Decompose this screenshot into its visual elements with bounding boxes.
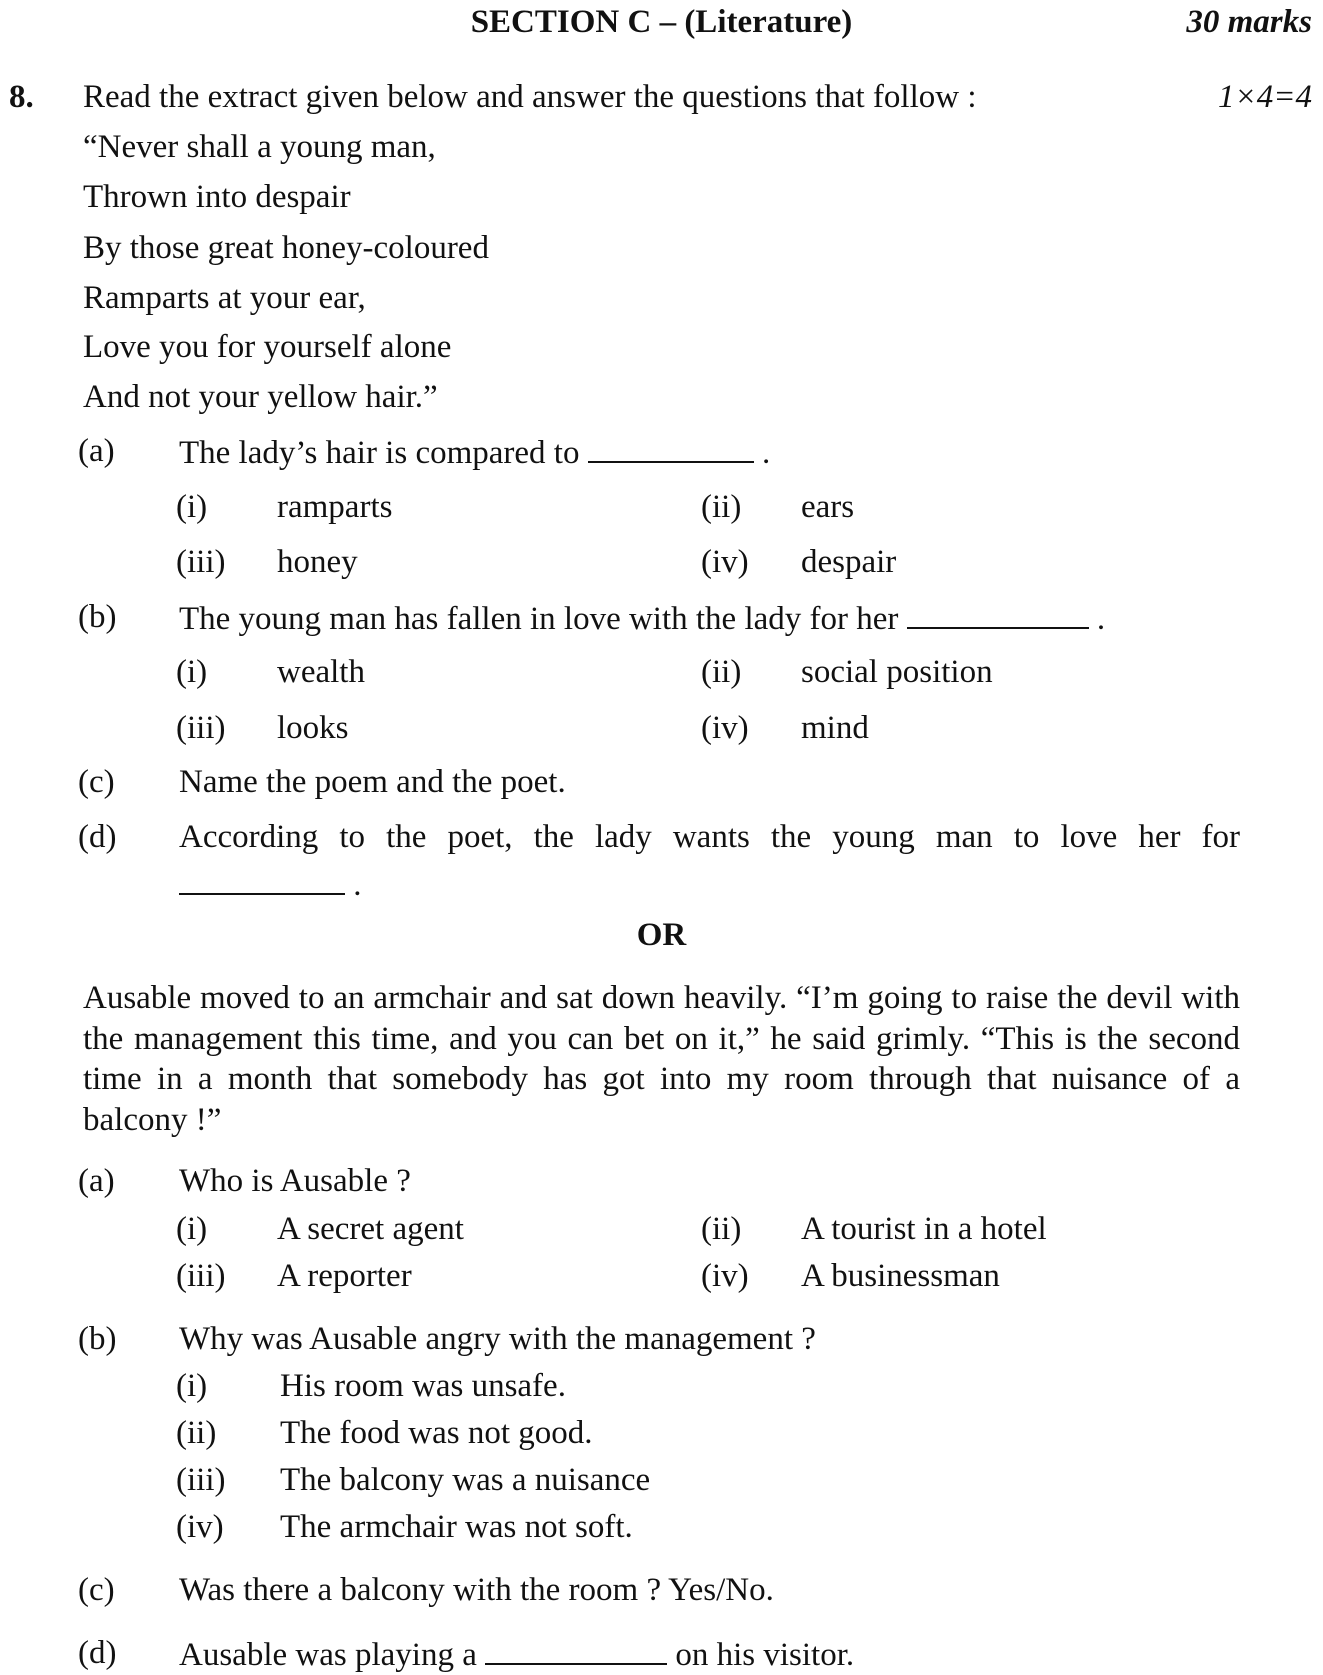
punctuation: . xyxy=(1096,601,1106,637)
sub-question-text: Who is Ausable ? xyxy=(179,1163,411,1199)
option-text: ears xyxy=(801,489,855,525)
option-text: despair xyxy=(801,544,897,580)
answer-blank-line xyxy=(179,863,362,905)
or-divider: OR xyxy=(636,917,687,953)
option-label: (iii) xyxy=(176,710,226,746)
option-text: A tourist in a hotel xyxy=(801,1211,1047,1247)
sub-question-label: (a) xyxy=(78,433,115,469)
punctuation: . xyxy=(761,435,771,471)
sub-question-label: (c) xyxy=(78,764,115,800)
sub-question-text: According to the poet, the lady wants the young man to love her for xyxy=(179,819,1240,855)
sub-question-label: (c) xyxy=(78,1572,115,1608)
option-text: A businessman xyxy=(801,1258,1000,1294)
option-text: ramparts xyxy=(277,489,393,525)
sub-question-text: Name the poem and the poet. xyxy=(179,764,566,800)
option-text: mind xyxy=(801,710,869,746)
answer-blank xyxy=(179,863,345,895)
sub-question-text xyxy=(179,431,770,473)
poem-line: And not your yellow hair.” xyxy=(83,379,438,415)
option-text: The balcony was a nuisance xyxy=(280,1462,651,1498)
option-label: (ii) xyxy=(701,1211,742,1247)
option-text: honey xyxy=(277,544,358,580)
option-text: looks xyxy=(277,710,349,746)
option-label: (iii) xyxy=(176,1462,226,1498)
option-label: (iv) xyxy=(176,1509,224,1545)
sub-question-label: (b) xyxy=(78,1321,117,1357)
option-label: (ii) xyxy=(701,489,742,525)
sub-question-text xyxy=(179,1633,854,1675)
answer-blank xyxy=(485,1633,667,1665)
punctuation: . xyxy=(353,867,362,903)
question-instruction: Read the extract given below and answer the questions that follow : xyxy=(83,79,977,115)
answer-blank xyxy=(907,597,1089,629)
option-label: (ii) xyxy=(176,1415,217,1451)
sub-question-label: (d) xyxy=(78,1635,117,1671)
sub-question-text: Why was Ausable angry with the management ? xyxy=(179,1321,816,1357)
sub-question-label: (d) xyxy=(78,819,117,855)
sub-question-text xyxy=(179,597,1105,639)
sub-question-label: (a) xyxy=(78,1163,115,1199)
poem-line: Thrown into despair xyxy=(83,179,351,215)
option-text: wealth xyxy=(277,654,365,690)
poem-line: By those great honey-coloured xyxy=(83,230,489,266)
option-label: (i) xyxy=(176,654,208,690)
option-text: The armchair was not soft. xyxy=(280,1509,633,1545)
option-text: social position xyxy=(801,654,993,690)
question-number: 8. xyxy=(9,79,34,115)
question-marks: 1×4=4 xyxy=(1217,79,1312,115)
option-label: (i) xyxy=(176,1211,208,1247)
option-label: (iv) xyxy=(701,710,749,746)
option-label: (ii) xyxy=(701,654,742,690)
option-label: (iv) xyxy=(701,544,749,580)
option-label: (i) xyxy=(176,1368,208,1404)
question-text: The young man has fallen in love with the lady for her xyxy=(179,601,899,637)
poem-line: Ramparts at your ear, xyxy=(83,280,366,316)
question-text: on his visitor. xyxy=(675,1637,855,1673)
option-text: His room was unsafe. xyxy=(280,1368,566,1404)
prose-extract: Ausable moved to an armchair and sat down heavily. “I’m going to raise the devil with the management this time, and you can bet on it,” he said grimly. “This is the second time in a month that somebody has got into my room through that nuisance of a balcony !” xyxy=(83,980,1240,1138)
option-label: (iv) xyxy=(701,1258,749,1294)
sub-question-label: (b) xyxy=(78,599,117,635)
question-text: The lady’s hair is compared to xyxy=(179,435,580,471)
section-marks: 30 marks xyxy=(1186,4,1312,40)
question-text: Ausable was playing a xyxy=(179,1637,477,1673)
poem-line: “Never shall a young man, xyxy=(83,129,436,165)
option-label: (iii) xyxy=(176,1258,226,1294)
answer-blank xyxy=(588,431,754,463)
poem-line: Love you for yourself alone xyxy=(83,329,452,365)
option-text: A reporter xyxy=(277,1258,412,1294)
option-label: (i) xyxy=(176,489,208,525)
option-label: (iii) xyxy=(176,544,226,580)
option-text: A secret agent xyxy=(277,1211,464,1247)
sub-question-text: Was there a balcony with the room ? Yes/No. xyxy=(179,1572,774,1608)
option-text: The food was not good. xyxy=(280,1415,593,1451)
section-title: SECTION C – (Literature) xyxy=(470,4,853,40)
